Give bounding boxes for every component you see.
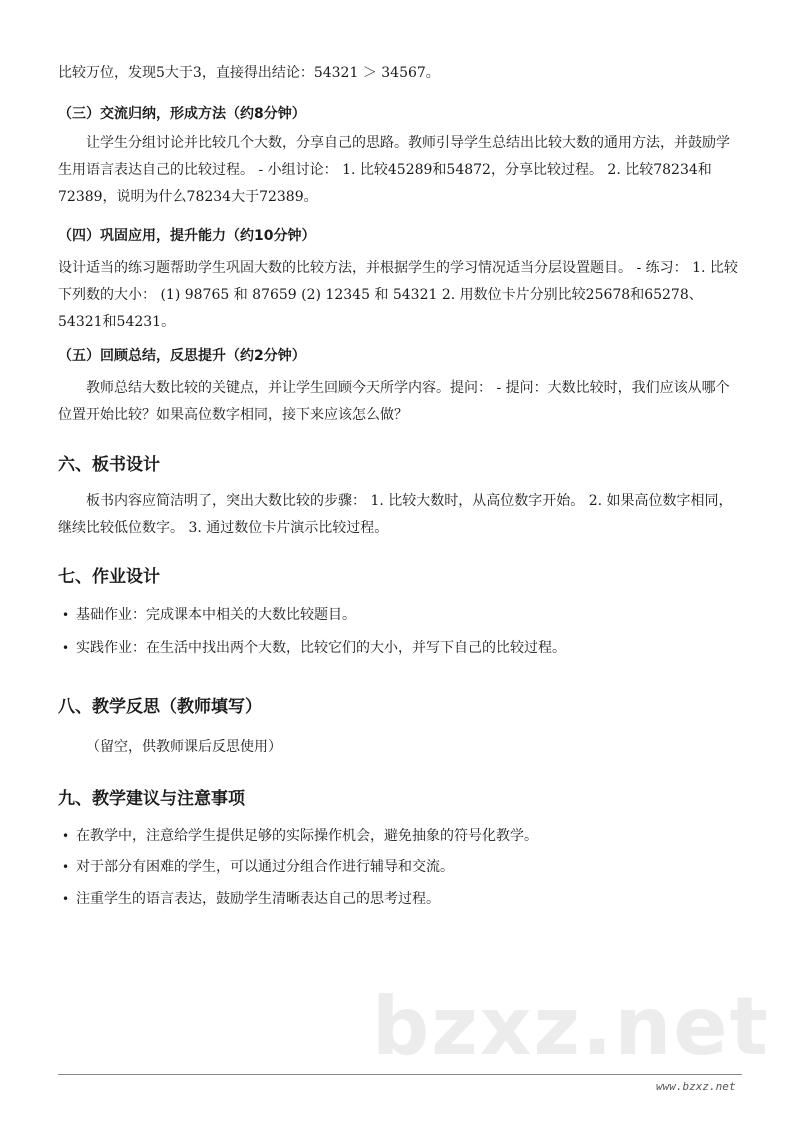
- site-watermark: bzxz.net: [372, 980, 770, 1073]
- advice-item-text: 对于部分有困难的学生，可以通过分组合作进行辅导和交流。: [76, 859, 454, 875]
- homework-item: [62, 638, 736, 658]
- advice-item-text: 注重学生的语言表达，鼓励学生清晰表达自己的思考过程。: [76, 891, 440, 907]
- reflection-body: （留空，供教师课后反思使用）: [86, 739, 282, 755]
- advice-heading: 九、教学建议与注意事项: [58, 789, 245, 809]
- board-design-body: 板书内容应简洁明了，突出大数比较的步骤： 1. 比较大数时，从高位数字开始。 2. 如果高位数字相同，继续比较低位数字。 3. 通过数位卡片演示比较过程。: [58, 493, 733, 536]
- advice-item-text: 在教学中，注意给学生提供足够的实际操作机会，避免抽象的符号化教学。: [76, 828, 538, 844]
- homework-item: [62, 605, 736, 625]
- bullet-icon: •: [62, 829, 70, 843]
- reflection-heading: 八、教学反思（教师填写）: [58, 697, 262, 717]
- homework-heading: 七、作业设计: [58, 567, 160, 587]
- bullet-icon: •: [62, 608, 70, 622]
- advice-item: [62, 857, 736, 877]
- bullet-icon: •: [62, 860, 70, 874]
- section-3-body: 让学生分组讨论并比较几个大数，分享自己的思路。教师引导学生总结出比较大数的通用方法，并鼓励学生用语言表达自己的比较过程。 - 小组讨论： 1. 比较45289和54872，分享比较过程。 2. 比较78234和72389，说明为什么78234大于72389。: [58, 135, 730, 205]
- homework-item-text: 基础作业：完成课本中相关的大数比较题目。: [76, 607, 356, 623]
- section-4-body: 设计适当的练习题帮助学生巩固大数的比较方法，并根据学生的学习情况适当分层设置题目。 - 练习： 1. 比较下列数的大小： (1) 98765 和 87659 (2) 12345 和 54321 2. 用数位卡片分别比较25678和65278、54321和54231。: [58, 260, 738, 330]
- bullet-icon: •: [62, 641, 70, 655]
- footer-url: www.bzxz.net: [656, 1080, 736, 1093]
- section-4-heading: （四）巩固应用，提升能力（约10分钟）: [58, 228, 316, 244]
- advice-item: [62, 826, 736, 846]
- advice-item: [62, 889, 736, 909]
- intro-line: 比较万位，发现5大于3，直接得出结论：54321 ＞ 34567。: [58, 65, 440, 81]
- footer-divider: [58, 1074, 742, 1075]
- board-design-heading: 六、板书设计: [58, 455, 160, 475]
- section-3-heading: （三）交流归纳，形成方法（约8分钟）: [58, 106, 306, 122]
- section-5-heading: （五）回顾总结，反思提升（约2分钟）: [58, 348, 306, 364]
- section-5-body: 教师总结大数比较的关键点，并让学生回顾今天所学内容。提问： - 提问：大数比较时，我们应该从哪个位置开始比较？如果高位数字相同，接下来应该怎么做？: [58, 380, 730, 423]
- homework-item-text: 实践作业：在生活中找出两个大数，比较它们的大小，并写下自己的比较过程。: [76, 640, 566, 656]
- bullet-icon: •: [62, 892, 70, 906]
